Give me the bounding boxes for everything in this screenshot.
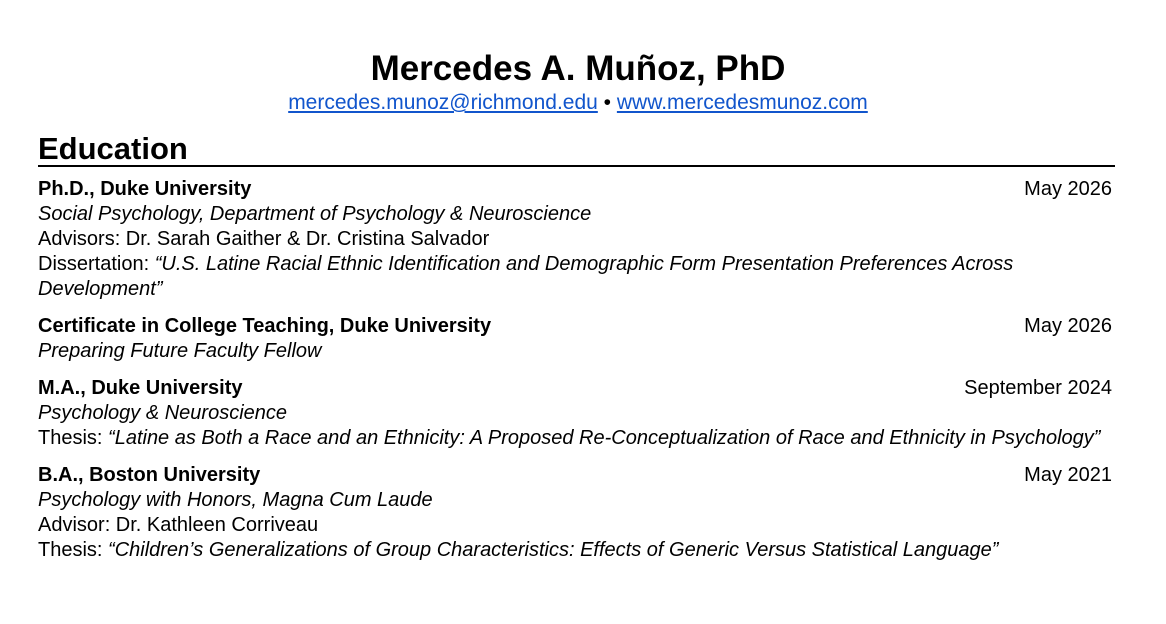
entry-dissertation [38,252,1112,302]
entry-header [38,177,1112,202]
dissertation-title: “U.S. Latine Racial Ethnic Identification and Demographic Form Presentation Preferences Across Development” [38,253,1014,300]
dissertation-label: Dissertation: [38,253,155,275]
entry-date: May 2021 [1024,464,1112,486]
email-link[interactable]: mercedes.munoz@richmond.edu [288,91,598,114]
entry-degree: B.A., Boston University [38,464,261,486]
website-link[interactable]: www.mercedesmunoz.com [616,91,868,114]
education-entry-phd [38,177,1115,302]
entry-advisors: Advisors: Dr. Sarah Gaither & Dr. Cristina Salvador [38,228,490,250]
thesis-label: Thesis: [38,539,109,561]
thesis-title: “Latine as Both a Race and an Ethnicity: A Proposed Re-Conceptualization of Race and Ethnicity in Psychology” [108,427,1101,449]
education-entry-ma [38,376,1115,451]
entry-date: September 2024 [964,377,1112,399]
entry-date: May 2026 [1024,178,1112,200]
education-entry-ba [38,463,1115,563]
entry-field: Social Psychology, Department of Psychology & Neuroscience [38,203,592,225]
entry-field: Psychology & Neuroscience [38,402,288,424]
entry-degree: Ph.D., Duke University [38,178,252,200]
cv-header [0,48,1156,116]
thesis-label: Thesis: [38,427,109,449]
entry-degree: Certificate in College Teaching, Duke University [38,315,492,337]
education-entry-certificate [38,314,1115,364]
entry-field: Psychology with Honors, Magna Cum Laude [38,489,433,511]
education-section [38,130,1115,575]
entry-advisors: Advisor: Dr. Kathleen Corriveau [38,514,319,536]
person-name: Mercedes A. Muñoz, PhD [370,49,786,88]
contact-separator: • [603,91,612,114]
entry-header [38,463,1112,488]
entry-field: Preparing Future Faculty Fellow [38,340,322,362]
thesis-title: “Children’s Generalizations of Group Characteristics: Effects of Generic Versus Statistical Language” [108,539,999,561]
entry-thesis [38,426,1112,451]
entry-header [38,314,1112,339]
entry-thesis [38,538,1112,563]
entry-header [38,376,1112,401]
entry-degree: M.A., Duke University [38,377,243,399]
entry-date: May 2026 [1024,315,1112,337]
contact-line [0,90,1156,116]
section-divider [38,165,1115,167]
section-title: Education [38,131,188,166]
